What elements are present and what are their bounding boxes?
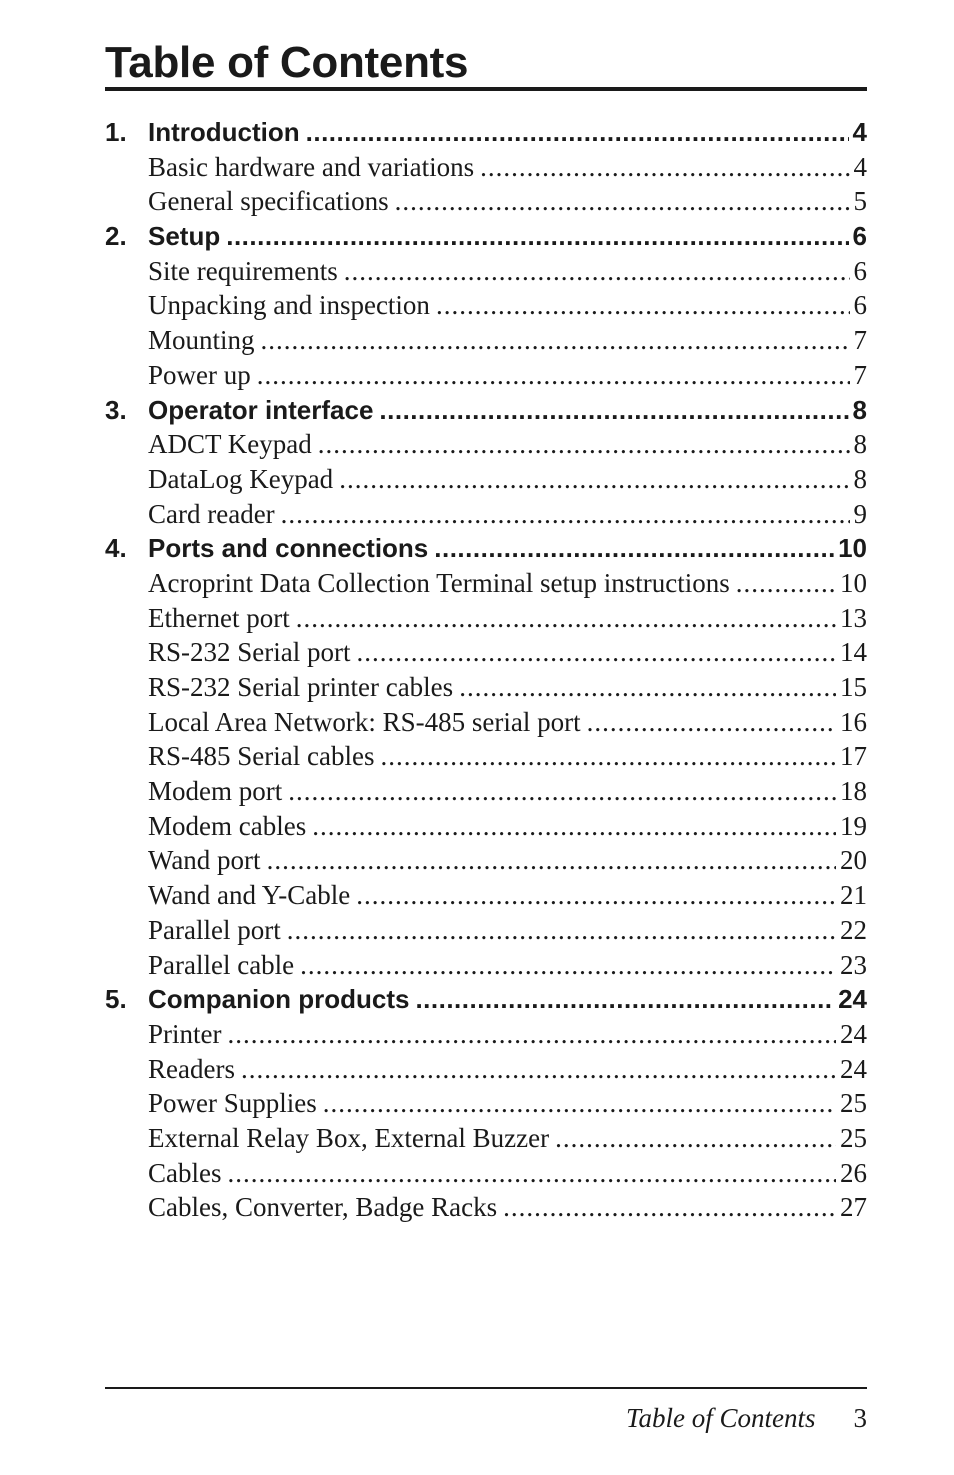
section-title: RS-485 Serial cables <box>148 741 375 772</box>
section-page-number: 19 <box>840 810 867 841</box>
section-page-number: 14 <box>840 637 867 668</box>
toc-section-entry[interactable] <box>105 811 867 846</box>
section-title: Modem cables <box>148 810 307 841</box>
toc-section-entry[interactable] <box>105 1088 867 1123</box>
section-page-number: 18 <box>840 776 867 807</box>
section-page-number: 17 <box>840 741 867 772</box>
dot-leader <box>306 117 849 148</box>
section-title: RS-232 Serial printer cables <box>148 672 454 702</box>
section-title: Site requirements <box>148 255 338 286</box>
section-page-number: 16 <box>840 706 867 737</box>
dot-leader <box>228 1019 837 1050</box>
dot-leader <box>300 950 836 981</box>
title-divider <box>105 87 867 91</box>
dot-leader <box>395 186 850 217</box>
toc-section-entry[interactable] <box>105 1019 867 1054</box>
section-title: ADCT Keypad <box>148 429 312 460</box>
dot-leader <box>503 1192 836 1223</box>
section-page-number: 5 <box>853 186 867 217</box>
page-footer <box>105 1400 867 1436</box>
toc-section-entry[interactable] <box>105 880 867 915</box>
dot-leader <box>555 1123 836 1154</box>
toc-section-entry[interactable] <box>105 568 867 603</box>
section-title: DataLog Keypad <box>148 463 334 494</box>
dot-leader <box>257 360 850 391</box>
dot-leader <box>459 672 836 703</box>
chapter-page-number: 24 <box>838 984 867 1015</box>
section-page-number: 24 <box>840 1018 867 1049</box>
toc-section-entry[interactable] <box>105 845 867 880</box>
dot-leader <box>344 256 850 287</box>
dot-leader <box>226 221 848 252</box>
toc-chapter-entry[interactable] <box>105 533 867 568</box>
dot-leader <box>288 776 836 807</box>
chapter-page-number: 10 <box>838 533 867 564</box>
section-title: Parallel port <box>148 914 281 945</box>
section-title: Mounting <box>148 325 255 356</box>
section-title: Power Supplies <box>148 1088 317 1119</box>
section-page-number: 8 <box>853 463 867 494</box>
section-title: Readers <box>148 1053 235 1084</box>
section-title: Wand port <box>148 845 261 876</box>
section-title: Acroprint Data Collection Terminal setup instructions <box>148 567 730 598</box>
toc-chapter-entry[interactable] <box>105 117 867 152</box>
table-of-contents <box>105 117 867 1227</box>
toc-section-entry[interactable] <box>105 499 867 534</box>
dot-leader <box>436 290 850 321</box>
chapter-number: 2. <box>105 221 127 252</box>
dot-leader <box>357 637 837 668</box>
footer-title: Table of Contents <box>625 1403 816 1433</box>
toc-section-entry[interactable] <box>105 950 867 985</box>
section-title: Printer <box>148 1018 222 1049</box>
chapter-number: 4. <box>105 533 127 564</box>
section-title: Local Area Network: RS-485 serial port <box>148 706 581 737</box>
section-page-number: 27 <box>840 1192 867 1223</box>
chapter-title: Operator interface <box>148 394 374 425</box>
toc-section-entry[interactable] <box>105 186 867 221</box>
toc-chapter-entry[interactable] <box>105 984 867 1019</box>
section-title: Parallel cable <box>148 949 295 980</box>
toc-chapter-entry[interactable] <box>105 395 867 430</box>
toc-section-entry[interactable] <box>105 1123 867 1158</box>
section-page-number: 7 <box>853 325 867 356</box>
toc-section-entry[interactable] <box>105 1054 867 1089</box>
section-page-number: 8 <box>853 429 867 460</box>
section-page-number: 4 <box>853 151 867 182</box>
section-page-number: 25 <box>840 1088 867 1119</box>
toc-section-entry[interactable] <box>105 741 867 776</box>
dot-leader <box>339 464 849 495</box>
section-page-number: 23 <box>840 949 867 980</box>
section-title: Basic hardware and variations <box>148 151 475 182</box>
section-title: Wand and Y-Cable <box>148 880 351 911</box>
section-page-number: 15 <box>840 672 867 702</box>
dot-leader <box>267 845 836 876</box>
dot-leader <box>287 915 836 946</box>
dot-leader <box>241 1054 836 1085</box>
toc-section-entry[interactable] <box>105 915 867 950</box>
chapter-title: Ports and connections <box>148 533 429 564</box>
section-title: External Relay Box, External Buzzer <box>148 1122 550 1153</box>
dot-leader <box>736 568 836 599</box>
section-title: General specifications <box>148 186 389 217</box>
section-title: Power up <box>148 359 251 390</box>
section-page-number: 20 <box>840 845 867 876</box>
section-page-number: 7 <box>853 359 867 390</box>
section-page-number: 24 <box>840 1053 867 1084</box>
toc-section-entry[interactable] <box>105 776 867 811</box>
section-title: Cables <box>148 1157 222 1188</box>
section-page-number: 13 <box>840 602 867 633</box>
toc-section-entry[interactable] <box>105 360 867 395</box>
toc-section-entry[interactable] <box>105 464 867 499</box>
toc-section-entry[interactable] <box>105 1158 867 1193</box>
dot-leader <box>296 603 836 634</box>
chapter-title: Introduction <box>148 117 300 147</box>
section-title: RS-232 Serial port <box>148 637 351 668</box>
section-title: Modem port <box>148 776 283 807</box>
section-page-number: 26 <box>840 1157 867 1188</box>
section-title: Ethernet port <box>148 602 290 633</box>
dot-leader <box>356 880 836 911</box>
dot-leader <box>480 152 849 183</box>
section-page-number: 9 <box>853 498 867 529</box>
chapter-title: Setup <box>148 221 221 252</box>
dot-leader <box>312 811 836 842</box>
toc-section-entry[interactable] <box>105 256 867 291</box>
dot-leader <box>380 741 836 772</box>
dot-leader <box>379 395 848 426</box>
chapter-page-number: 6 <box>852 221 867 252</box>
toc-section-entry[interactable] <box>105 152 867 187</box>
footer-divider <box>105 1387 867 1389</box>
chapter-number: 5. <box>105 984 127 1015</box>
section-page-number: 6 <box>853 290 867 321</box>
toc-section-entry[interactable] <box>105 707 867 742</box>
toc-section-entry[interactable] <box>105 325 867 360</box>
toc-section-entry[interactable] <box>105 672 867 707</box>
section-page-number: 21 <box>840 880 867 911</box>
section-title: Unpacking and inspection <box>148 290 430 321</box>
page-title: Table of Contents <box>105 38 469 87</box>
dot-leader <box>318 429 850 460</box>
dot-leader <box>587 707 836 738</box>
section-page-number: 6 <box>853 255 867 286</box>
chapter-page-number: 4 <box>852 117 867 147</box>
chapter-page-number: 8 <box>852 394 867 425</box>
toc-section-entry[interactable] <box>105 603 867 638</box>
section-page-number: 10 <box>840 567 867 598</box>
chapter-number: 1. <box>105 117 127 147</box>
toc-section-entry[interactable] <box>105 1192 867 1227</box>
toc-section-entry[interactable] <box>105 290 867 325</box>
dot-leader <box>434 533 834 564</box>
section-page-number: 25 <box>840 1122 867 1153</box>
section-title: Cables, Converter, Badge Racks <box>148 1192 498 1223</box>
dot-leader <box>281 499 850 530</box>
toc-section-entry[interactable] <box>105 637 867 672</box>
dot-leader <box>261 325 850 356</box>
section-page-number: 22 <box>840 914 867 945</box>
toc-chapter-entry[interactable] <box>105 221 867 256</box>
dot-leader <box>228 1158 837 1189</box>
dot-leader <box>415 984 834 1015</box>
page-number: 3 <box>853 1403 867 1433</box>
dot-leader <box>323 1088 836 1119</box>
chapter-title: Companion products <box>148 984 410 1015</box>
section-title: Card reader <box>148 498 275 529</box>
toc-section-entry[interactable] <box>105 429 867 464</box>
chapter-number: 3. <box>105 394 127 425</box>
